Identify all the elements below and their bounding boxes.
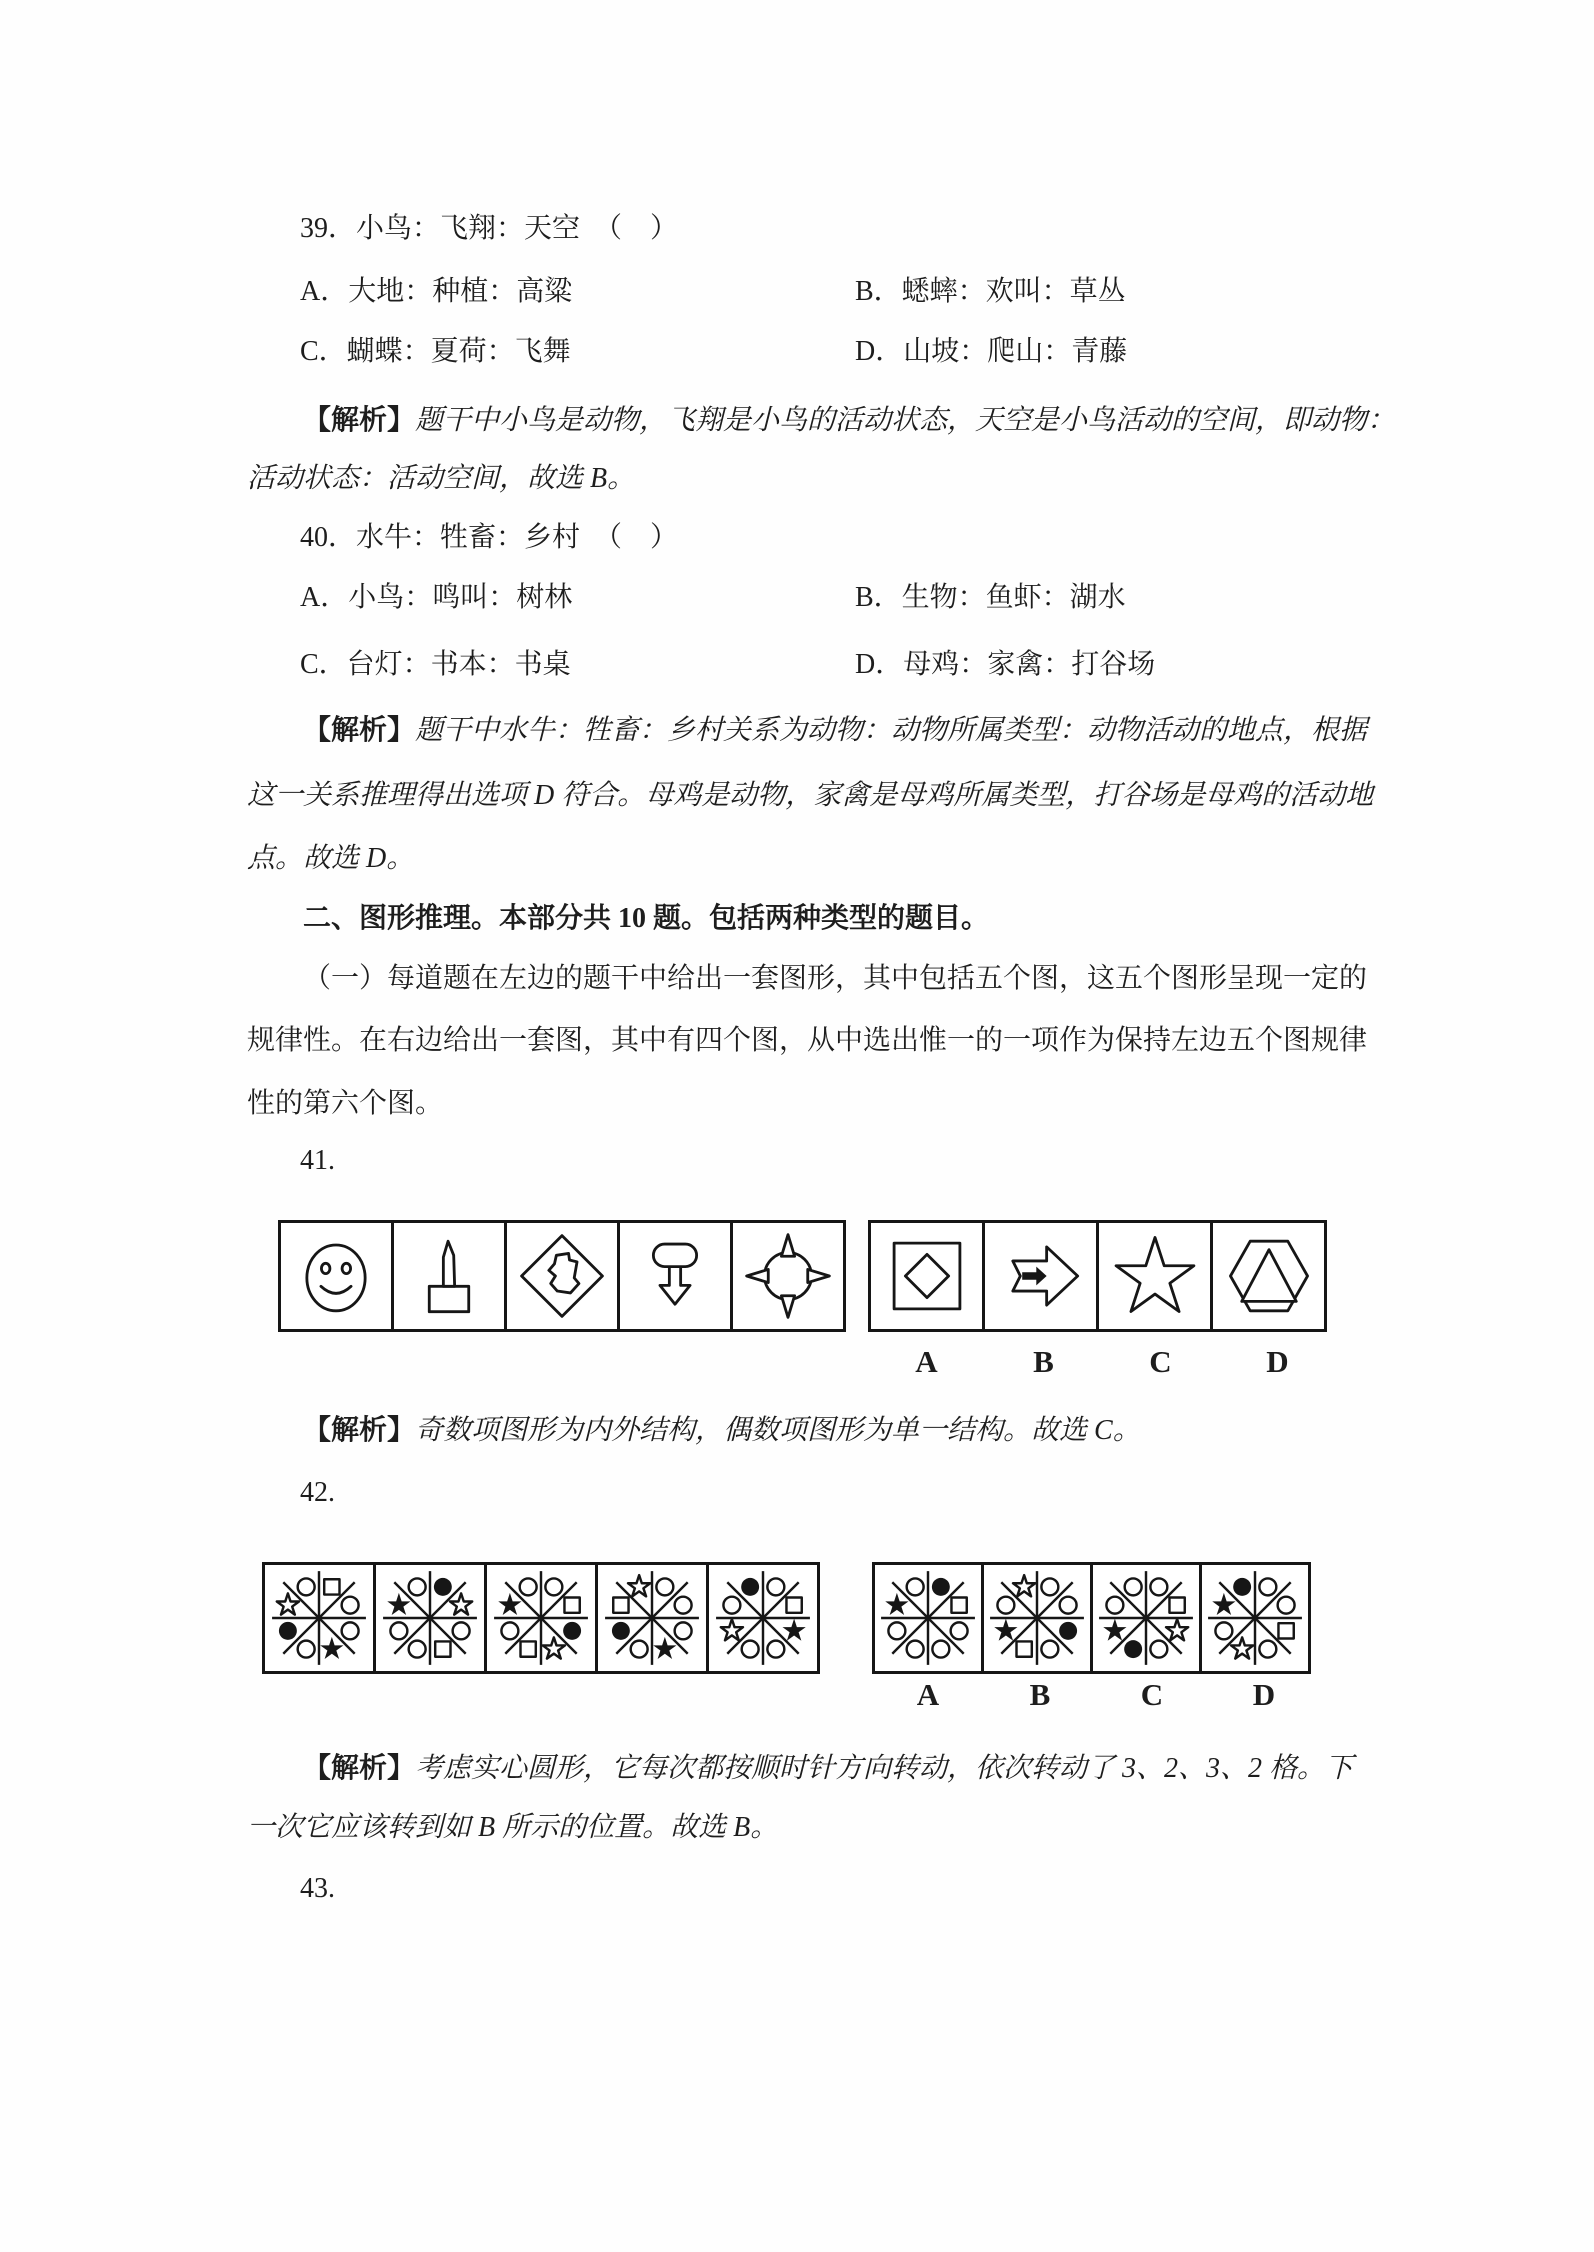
question-40-option-c: C．台灯：书本：书桌 <box>300 649 571 680</box>
smiley-face-icon <box>289 1229 383 1323</box>
analysis-label: 【解析】 <box>303 1415 416 1446</box>
question-40-analysis-line-2: 这一关系推理得出选项 D 符合。母鸡是动物，家禽是母鸡所属类型，打谷场是母鸡的活动地 <box>247 780 1374 811</box>
q42-option-labels <box>872 1677 1320 1713</box>
question-39-analysis-line-1 <box>303 403 1395 439</box>
q41-option-cell-d <box>1210 1220 1327 1332</box>
q42-option-figure-strip <box>872 1562 1311 1674</box>
q42-stem-cell-1 <box>262 1562 376 1674</box>
question-40-option-b: B．生物：鱼虾：湖水 <box>855 582 1126 613</box>
q42-stem-cell-4 <box>595 1562 709 1674</box>
q42-stem-cell-3 <box>484 1562 598 1674</box>
question-39-analysis-line-2: 活动状态：活动空间，故选 B。 <box>247 463 636 494</box>
pattern-wheel-icon <box>712 1567 814 1669</box>
q41-stem-cell-3 <box>504 1220 620 1332</box>
q42-option-cell-c <box>1090 1562 1202 1674</box>
question-42-analysis-line-1 <box>303 1751 1353 1787</box>
q42-option-cell-d <box>1199 1562 1311 1674</box>
q41-option-cell-b <box>982 1220 1099 1332</box>
analysis-text: 奇数项图形为内外结构，偶数项图形为单一结构。故选 C。 <box>415 1415 1141 1446</box>
analysis-text: 题干中小鸟是动物，飞翔是小鸟的活动状态，天空是小鸟活动的空间，即动物： <box>415 405 1396 436</box>
q41-stem-cell-4 <box>617 1220 733 1332</box>
q41-option-labels <box>868 1344 1336 1380</box>
arrow-right-with-inner-arrow-icon <box>994 1229 1088 1323</box>
question-41-number: 41. <box>300 1145 335 1176</box>
compass-circle-icon <box>741 1229 835 1323</box>
question-42-number: 42. <box>300 1477 335 1508</box>
pill-down-arrow-icon <box>628 1229 722 1323</box>
question-40-option-a: A．小鸟：鸣叫：树林 <box>300 582 573 613</box>
q41-option-figure-strip <box>868 1220 1327 1332</box>
q41-option-label-d: D <box>1266 1344 1289 1379</box>
question-40-stem: 40．水牛：牲畜：乡村 （ ） <box>300 522 679 553</box>
pattern-wheel-icon <box>1095 1567 1197 1669</box>
question-39-option-a: A．大地：种植：高粱 <box>300 276 573 307</box>
question-40-analysis-line-1 <box>303 713 1367 749</box>
pushpin-icon <box>402 1229 496 1323</box>
pattern-wheel-icon <box>601 1567 703 1669</box>
question-39-stem: 39．小鸟：飞翔：天空 （ ） <box>300 213 679 244</box>
q42-stem-figure-strip <box>262 1562 820 1674</box>
question-41-analysis-line-1 <box>303 1413 1141 1449</box>
question-39-option-c: C．蝴蝶：夏荷：飞舞 <box>300 336 571 367</box>
pattern-wheel-icon <box>1204 1567 1306 1669</box>
q42-stem-cell-5 <box>706 1562 820 1674</box>
q41-option-label-b: B <box>1033 1344 1054 1379</box>
q42-option-label-a: A <box>916 1677 940 1712</box>
question-43-number: 43. <box>300 1873 335 1904</box>
q41-stem-figure-strip <box>278 1220 846 1332</box>
pattern-wheel-icon <box>268 1567 370 1669</box>
q41-option-label-a: A <box>915 1344 938 1379</box>
section-instructions-line-2: 规律性。在右边给出一套图，其中有四个图，从中选出惟一的一项作为保持左边五个图规律 <box>247 1025 1368 1056</box>
section-instructions-line-1: （一）每道题在左边的题干中给出一套图形，其中包括五个图，这五个图形呈现一定的 <box>303 963 1368 994</box>
hexagon-with-triangle-icon <box>1222 1229 1316 1323</box>
q42-option-cell-a <box>872 1562 984 1674</box>
analysis-label: 【解析】 <box>303 405 416 436</box>
five-point-star-icon <box>1108 1229 1202 1323</box>
q41-option-cell-c <box>1096 1220 1213 1332</box>
q42-option-cell-b <box>981 1562 1093 1674</box>
q42-stem-cell-2 <box>373 1562 487 1674</box>
pattern-wheel-icon <box>986 1567 1088 1669</box>
square-with-diamond-icon <box>880 1229 974 1323</box>
section-heading: 二、图形推理。本部分共 10 题。包括两种类型的题目。 <box>303 903 990 934</box>
section-instructions-line-3: 性的第六个图。 <box>247 1088 444 1119</box>
question-39-option-d: D．山坡：爬山：青藤 <box>855 336 1128 367</box>
q41-stem-cell-5 <box>730 1220 846 1332</box>
analysis-text: 考虑实心圆形，它每次都按顺时针方向转动，依次转动了 3、2、3、2 格。下 <box>415 1753 1354 1784</box>
analysis-text: 题干中水牛：牲畜：乡村关系为动物：动物所属类型：动物活动的地点，根据 <box>415 715 1368 746</box>
pattern-wheel-icon <box>490 1567 592 1669</box>
q41-stem-cell-2 <box>391 1220 507 1332</box>
pattern-wheel-icon <box>877 1567 979 1669</box>
analysis-label: 【解析】 <box>303 1753 416 1784</box>
q41-option-cell-a <box>868 1220 985 1332</box>
q41-stem-cell-1 <box>278 1220 394 1332</box>
q41-option-label-c: C <box>1149 1344 1172 1379</box>
diamond-with-blob-icon <box>515 1229 609 1323</box>
question-42-analysis-line-2: 一次它应该转到如 B 所示的位置。故选 B。 <box>247 1812 779 1843</box>
q42-option-label-c: C <box>1140 1677 1164 1712</box>
q42-option-label-b: B <box>1029 1677 1051 1712</box>
q42-option-label-d: D <box>1252 1677 1276 1712</box>
question-39-option-b: B．蟋蟀：欢叫：草丛 <box>855 276 1126 307</box>
question-40-option-d: D．母鸡：家禽：打谷场 <box>855 649 1156 680</box>
pattern-wheel-icon <box>379 1567 481 1669</box>
analysis-label: 【解析】 <box>303 715 416 746</box>
question-40-analysis-line-3: 点。故选 D。 <box>247 843 415 874</box>
